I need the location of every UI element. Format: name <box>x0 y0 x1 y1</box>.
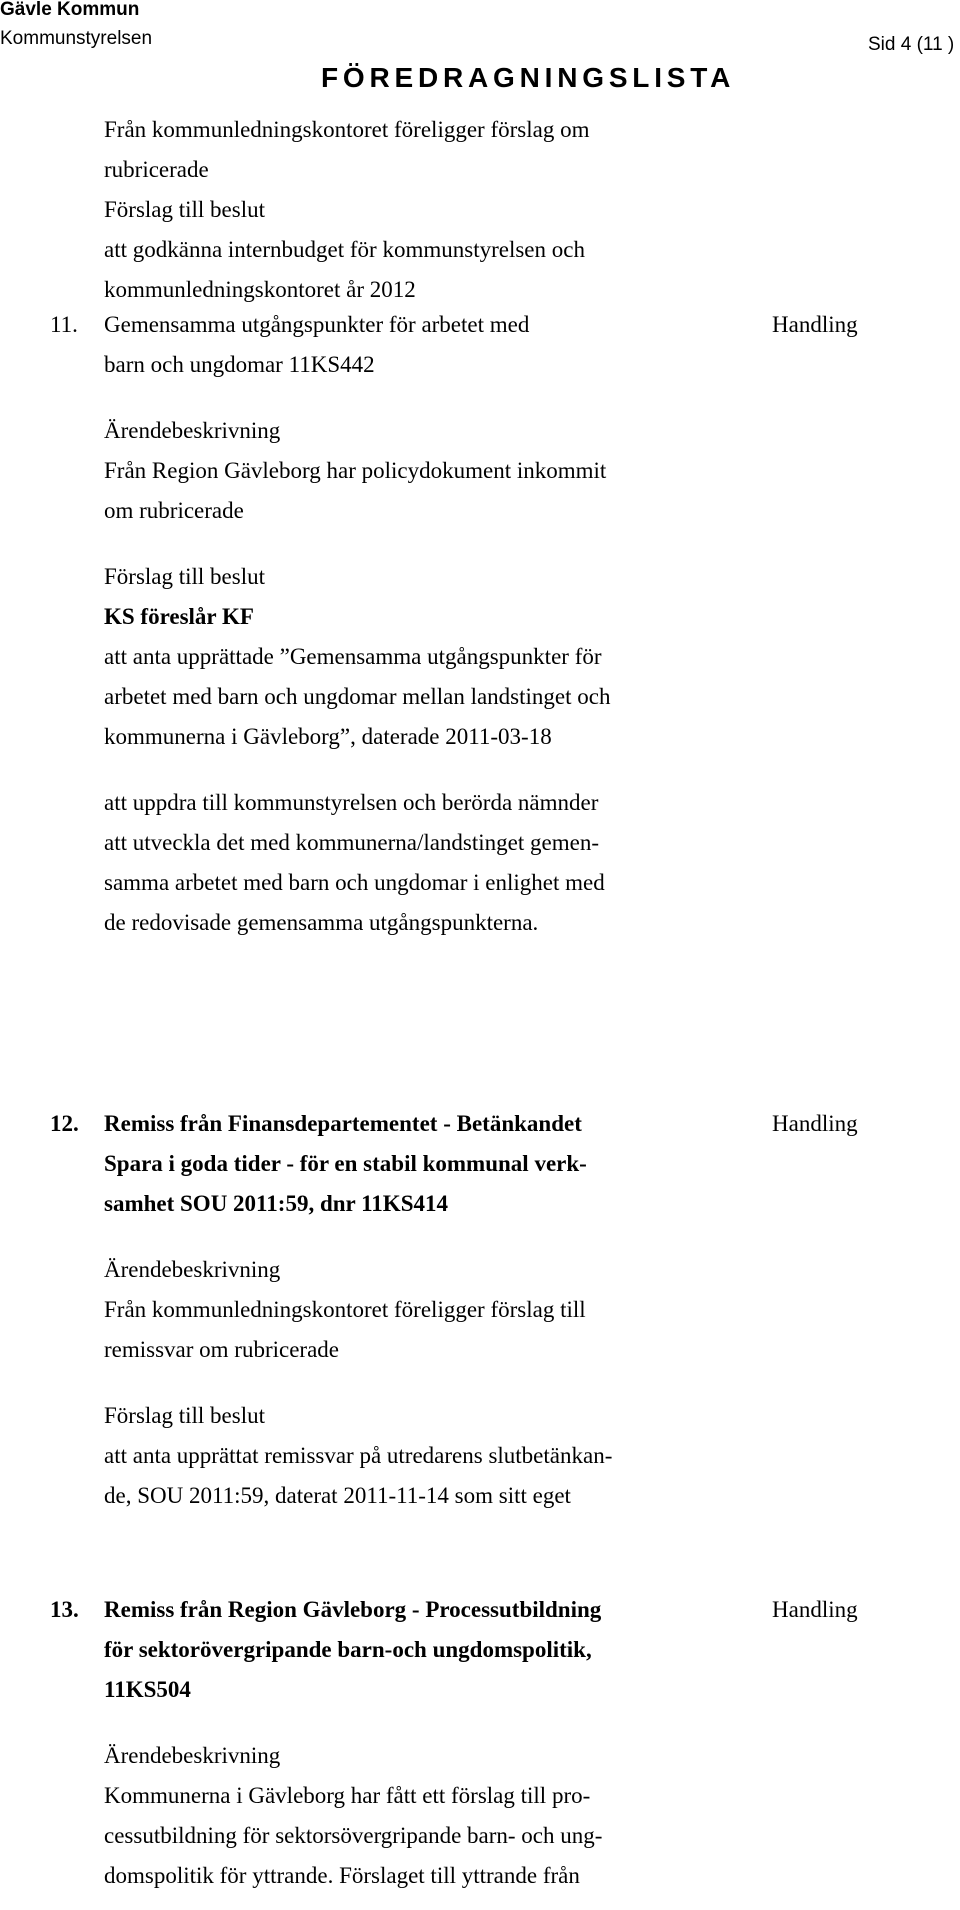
item-title: Remiss från Finansdepartementet - Betänkandet <box>104 1111 582 1136</box>
decision-line: att anta upprättade ”Gemensamma utgångspunkter för <box>104 644 602 669</box>
item-title: för sektorövergripande barn-och ungdomspolitik, <box>104 1637 592 1662</box>
description-line: cessutbildning för sektorsövergripande barn- och ung- <box>104 1823 603 1848</box>
decision-line: att utveckla det med kommunerna/landstinget gemen- <box>104 830 599 855</box>
item-number: 11. <box>50 312 78 337</box>
decision-line: kommunledningskontoret år 2012 <box>104 277 416 302</box>
proposal-heading: Förslag till beslut <box>104 564 265 589</box>
handling-label: Handling <box>772 1597 858 1622</box>
item-number: 13. <box>50 1597 79 1622</box>
description-heading: Ärendebeskrivning <box>104 1257 281 1282</box>
agenda-item-13 <box>104 1590 764 1896</box>
decision-line: att uppdra till kommunstyrelsen och berörda nämnder <box>104 790 599 815</box>
item-title: Spara i goda tider - för en stabil kommunal verk- <box>104 1151 587 1176</box>
item-title: Remiss från Region Gävleborg - Processutbildning <box>104 1597 602 1622</box>
organization-name: Gävle Kommun <box>0 0 140 20</box>
description-line: Från Region Gävleborg har policydokument inkommit <box>104 458 607 483</box>
handling-label: Handling <box>772 312 858 337</box>
handling-label: Handling <box>772 1111 858 1136</box>
page-number: Sid 4 (11 ) <box>868 34 955 55</box>
decision-line: de redovisade gemensamma utgångspunkterna. <box>104 910 539 935</box>
text-line: rubricerade <box>104 157 209 182</box>
item-title: Gemensamma utgångspunkter för arbetet med <box>104 312 530 337</box>
decision-line: att anta upprättat remissvar på utredarens slutbetänkan- <box>104 1443 613 1468</box>
proposal-heading: Förslag till beslut <box>104 1403 265 1428</box>
proposal-heading: Förslag till beslut <box>104 197 265 222</box>
description-line: Från kommunledningskontoret föreligger förslag till <box>104 1297 586 1322</box>
description-heading: Ärendebeskrivning <box>104 418 281 443</box>
description-line: Kommunerna i Gävleborg har fått ett förslag till pro- <box>104 1783 591 1808</box>
decision-line: arbetet med barn och ungdomar mellan landstinget och <box>104 684 611 709</box>
decision-line: att godkänna internbudget för kommunstyrelsen och <box>104 237 585 262</box>
description-heading: Ärendebeskrivning <box>104 1743 281 1768</box>
description-line: remissvar om rubricerade <box>104 1337 340 1362</box>
decision-line: de, SOU 2011:59, daterat 2011-11-14 som sitt eget <box>104 1483 571 1508</box>
description-line: domspolitik för yttrande. Förslaget till yttrande från <box>104 1863 580 1888</box>
item-title: barn och ungdomar 11KS442 <box>104 352 375 377</box>
item-title: samhet SOU 2011:59, dnr 11KS414 <box>104 1191 448 1216</box>
ks-proposes-label: KS föreslår KF <box>104 604 254 629</box>
department-name: Kommunstyrelsen <box>0 28 153 49</box>
agenda-item-12 <box>104 1104 764 1516</box>
decision-line: kommunerna i Gävleborg”, daterade 2011-03-18 <box>104 724 552 749</box>
continued-item <box>104 110 764 310</box>
item-number: 12. <box>50 1111 79 1136</box>
description-line: om rubricerade <box>104 498 244 523</box>
item-title: 11KS504 <box>104 1677 191 1702</box>
document-title: FÖREDRAGNINGSLISTA <box>321 62 736 93</box>
agenda-item-11 <box>104 305 764 943</box>
decision-line: samma arbetet med barn och ungdomar i enlighet med <box>104 870 605 895</box>
text-line: Från kommunledningskontoret föreligger förslag om <box>104 117 590 142</box>
